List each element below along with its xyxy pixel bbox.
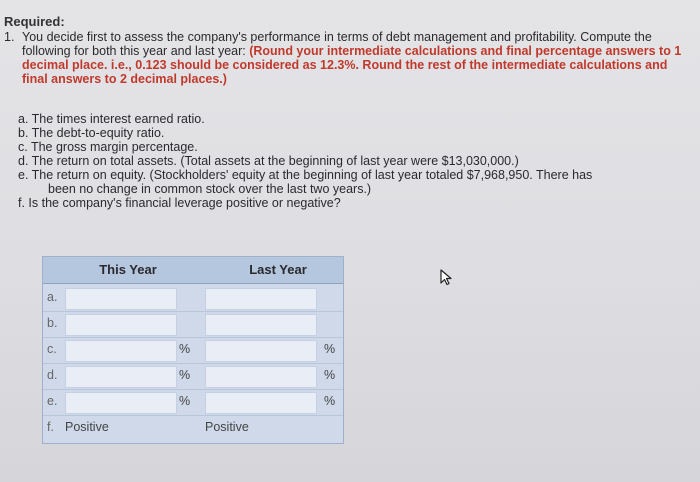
mouse-cursor-icon (438, 268, 456, 286)
table-row (43, 311, 343, 338)
percent-sign: % (179, 342, 191, 356)
table-row (43, 363, 343, 390)
table-row (43, 337, 343, 364)
input-b-last-year[interactable] (205, 314, 317, 336)
header-this-year: This Year (43, 257, 213, 284)
header-last-year: Last Year (213, 257, 343, 284)
input-a-this-year[interactable] (65, 288, 177, 310)
answer-table (42, 256, 344, 444)
row-label: e. (47, 394, 58, 408)
input-c-this-year[interactable] (65, 340, 177, 362)
item-f: f. Is the company's financial leverage positive or negative? (18, 196, 341, 210)
item-b: b. The debt-to-equity ratio. (18, 126, 165, 140)
question-text (22, 30, 694, 86)
table-row (43, 415, 343, 441)
input-e-this-year[interactable] (65, 392, 177, 414)
row-label: f. (47, 420, 54, 434)
row-label: c. (47, 342, 57, 356)
row-label: d. (47, 368, 58, 382)
input-d-last-year[interactable] (205, 366, 317, 388)
percent-sign: % (179, 394, 191, 408)
rounding-instruction: (Round your intermediate calculations and final percentage answers to 1 decimal place. i.e., 0.123 should be considered as 12.3%. Round the rest of the intermediate calculations and final answers to 2 decimal places.) (22, 44, 682, 86)
input-c-last-year[interactable] (205, 340, 317, 362)
percent-sign: % (324, 394, 336, 408)
question-intro: You decide first to assess the company's performance in terms of debt management and profitability. Compute the following for both this year and last year: (22, 30, 652, 58)
table-row (43, 285, 343, 312)
item-c: c. The gross margin percentage. (18, 140, 198, 154)
input-e-last-year[interactable] (205, 392, 317, 414)
percent-sign: % (179, 368, 191, 382)
row-label: b. (47, 316, 58, 330)
input-a-last-year[interactable] (205, 288, 317, 310)
select-f-last-year[interactable]: Positive (205, 420, 249, 434)
requirements-list (18, 112, 698, 210)
percent-sign: % (324, 368, 336, 382)
item-d: d. The return on total assets. (Total assets at the beginning of last year were $13,030,000.) (18, 154, 519, 168)
select-f-this-year[interactable]: Positive (65, 420, 109, 434)
input-b-this-year[interactable] (65, 314, 177, 336)
input-d-this-year[interactable] (65, 366, 177, 388)
item-e: e. The return on equity. (Stockholders' equity at the beginning of last year totaled $7,968,950. There has (18, 168, 593, 182)
percent-sign: % (324, 342, 336, 356)
item-e-continued: been no change in common stock over the last two years.) (48, 182, 372, 196)
question-number: 1. (4, 30, 15, 44)
table-row (43, 389, 343, 416)
item-a: a. The times interest earned ratio. (18, 112, 205, 126)
row-label: a. (47, 290, 58, 304)
required-heading: Required: (4, 14, 65, 29)
